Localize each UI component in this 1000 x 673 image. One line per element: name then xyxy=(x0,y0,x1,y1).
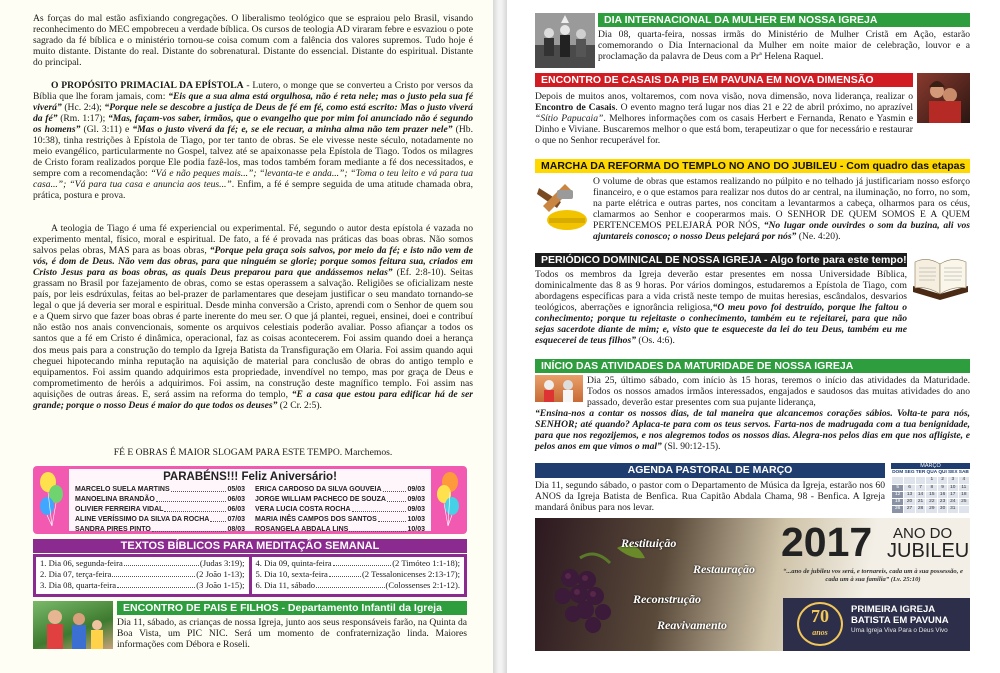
calendar-weekday: SEG xyxy=(904,470,915,475)
women-body: Dia 08, quarta-feira, nossas irmãs do Ministério de Mulher Cristã em Ação, estarão comemorando o Dia Internacional da Mulher em noite maior de celebração, louvor e a proclamação da palavra de Deus com a Prª Helena Raquel. xyxy=(598,29,970,63)
calendar-day: 16 xyxy=(938,491,948,498)
reading-row xyxy=(40,569,245,580)
calendar-weekday: DOM xyxy=(892,470,904,475)
birthday-name: ROSANGELA ABDALA LINS xyxy=(255,526,349,533)
dot-leader xyxy=(112,569,195,577)
couples-body: Depois de muitos anos, voltaremos, com nova visão, nova dimensão, nova liderança, realizar o Encontro de Casais. O evento magno terá lugar nos dias 21 e 22 de abril próximo, no aprazível “Sítio Papucaia”. Melhores informações com os casais Herbert e Fernanda, Renato e Yasmin e Dinho e Viviane. Buscaremos melhor o que está bom, terapeutizar o que for necessário e restaurar o que no Senhor recuperável for. xyxy=(535,91,914,147)
calendar-day: 23 xyxy=(938,499,948,506)
birthday-name: VERA LUCIA COSTA ROCHA xyxy=(255,506,351,513)
calendar-day: 14 xyxy=(915,491,926,498)
purpose-paragraph: O PROPÓSITO PRIMACIAL DA EPÍSTOLA - Lutero, o monge que se converteu a Cristo por versos da Bíblia que lhe foram jamais, com: “Eis que a sua alma está orgulhosa, não é reta nele; mas o justo pela sua fé viverá” (Hc. 2:4); “Porque nele se descobre a justiça de Deus de fé em fé, como está escrito: Mas o justo viverá da fé” (Rm. 1:17); “Mas, façam-vos saber, irmãos, que o evangelho que por mim foi anunciado não é segundo os homens” (Gl. 3:11) e “Mas o justo viverá da fé; e, se ele recuar, a minha alma não tem prazer nele” (Hb. 10:38), tinha restrições à Epístola de Tiago, por ter tanto de obras. Se ele vivesse neste século, notadamente no meio evangélico, particularmente no Gospel, talvez até se apaixonasse pela Epístola de Tiago. Todos os milagres de Cristo foram realizados porque Ele podia fazê-los, mas todos também foram mediante a fé dos necessitados, e sempre com a recomendação: “Vá e não peques mais...”; “levanta-te e anda...”; “Toma o teu leito e vá para tua casa...”; “Vá para tua casa e anuncia aos teus...”. Enfim, a fé é sempre seguida de uma atitude chamada obra, prática, postura e prova. xyxy=(33,80,474,202)
dot-leader xyxy=(156,495,227,502)
reading-day: 2. Dia 07, terça-feira xyxy=(40,569,112,579)
calendar-day: 4 xyxy=(958,477,969,484)
birthday-name: MARCELO SUELA MARTINS xyxy=(75,486,170,493)
texts-box xyxy=(33,554,467,597)
birthday-name: JORGE WILLIAM PACHECO DE SOUZA xyxy=(255,496,386,503)
calendar-day xyxy=(915,477,926,484)
dot-leader xyxy=(152,525,227,532)
calendar-weekday: QUI xyxy=(938,470,947,475)
birthday-row xyxy=(75,515,245,525)
women-photo xyxy=(535,13,595,68)
calendar-day: 10 xyxy=(947,484,958,491)
couples-photo xyxy=(917,73,970,123)
birthday-date: 09/03 xyxy=(407,486,425,493)
calendar-day xyxy=(892,477,904,484)
calendar-weekday: QUA xyxy=(926,470,938,475)
church-name: PRIMEIRA IGREJA BATISTA EM PAVUNA Uma Igreja Viva Para o Deus Vivo xyxy=(851,604,949,634)
calendar-day: 18 xyxy=(958,491,969,498)
birthday-date: 06/03 xyxy=(227,506,245,513)
parents-title: ENCONTRO DE PAIS E FILHOS - Departamento Infantil da Igreja xyxy=(117,601,467,615)
women-title: DIA INTERNACIONAL DA MULHER EM NOSSA IGREJA xyxy=(598,13,970,27)
reading-ref: (2 João 1-13); xyxy=(196,569,245,579)
reading-row xyxy=(40,580,245,591)
calendar-day: 26 xyxy=(892,506,904,513)
banner-year: 2017 xyxy=(781,519,873,565)
reading-ref: (2 Tessalonicenses 2:13-17); xyxy=(361,569,460,579)
calendar-day: 29 xyxy=(926,506,938,513)
birthday-column xyxy=(75,485,245,535)
calendar-day: 21 xyxy=(915,499,926,506)
calendar-day xyxy=(904,477,915,484)
birthday-date: 10/03 xyxy=(407,516,425,523)
reading-ref: (3 João 1-15); xyxy=(196,580,245,590)
right-page xyxy=(507,0,1000,673)
bible-icon xyxy=(911,254,970,300)
calendar-day: 1 xyxy=(926,477,938,484)
calendar-weekday: SEX xyxy=(947,470,958,475)
reform-body: O volume de obras que estamos realizando no púlpito e no telhado já justificariam nosso esforço financeiro, e o que estamos para realizar nos dutos do ar central, na iluminação, no forro, no som, na parte elétrica e outras partes, nos concitam a levantarmos a cabeça, olharmos para os céus, clamarmos ao Senhor e cooperarmos mais. O SENHOR DE QUEM SOMOS E A QUEM PERTENCEMOS PELEJARÁ POR NÓS, “No lugar onde ouvirdes o som da buzina, ali vos ajuntareis conosco; o nosso Deus pelejará por nós” (Ne. 4:20). xyxy=(593,176,970,243)
calendar-weekday: SAB xyxy=(958,470,969,475)
seventy-years-seal: 70 anos xyxy=(797,602,843,646)
birthday-row xyxy=(75,525,245,535)
couples-title: ENCONTRO DE CASAIS DA PIB EM PAVUNA EM NOVA DIMENSÃO xyxy=(535,73,913,87)
birthday-row xyxy=(75,495,245,505)
birthday-row xyxy=(255,505,425,515)
calendar-day: 2 xyxy=(938,477,948,484)
purpose-heading: O PROPÓSITO PRIMACIAL DA EPÍSTOLA xyxy=(51,80,244,91)
birthday-name: MARIA INÊS CAMPOS DOS SANTOS xyxy=(255,516,377,523)
reading-ref: (2 Timóteo 1:1-18); xyxy=(392,558,460,568)
birthday-name: ALINE VERÍSSIMO DA SILVA DA ROCHA xyxy=(75,516,210,523)
texts-column xyxy=(36,557,249,594)
reading-day: 1. Dia 06, segunda-feira xyxy=(40,558,123,568)
calendar-day xyxy=(958,506,969,513)
reading-row xyxy=(256,558,461,569)
banner-jubileu: JUBILEU xyxy=(887,540,970,562)
birthday-name: ERICA CARDOSO DA SILVA GOUVEIA xyxy=(255,486,382,493)
james-paragraph: A teologia de Tiago é uma fé experiencial ou experimental. Fé, segundo o autor desta epístola é vazada no experimento mental, físico, moral e espiritual. De fato, a fé é provada nas práticas das boas obras. Não somos salvos pelas obras, MAS para as boas obras, “Porque pela graça sois salvos, por meio da fé; e isto não vem de vós, é dom de Deus. Não vem das obras, para que ninguém se glorie; porque somos feitura sua, criados em Cristo Jesus para as boas obras, as quais Deus preparou para que andássemos nelas” (Ef. 2:8-10). Seitas grassam no Brasil por fazejamento de obras, como se estas operassem a salvação. Religiões se oficializam neste país, por leis esdrúxulas, feitas ao bel-prazer de parlamentares que desejam justificar o seu mandato tornando-se legal o que já deveria ser moral e espiritual. Desde minha conversão a Cristo, aprendi com o Senhor de quem sou e a Quem sirvo que fazer boas obras é parte inerente do meu ser. O que já plantei, reguei, ensinei, doei e contribuí não estão nos anais convencionais, somente os arquivos celestiais poderão avaliar. Posso afiançar a todos os santos que a fé em Cristo é dinâmica, operacional, faz as coisas acontecerem. Foi assim quando doei a herança dos meus pais para a construção do templo da Igreja Batista da Transfiguração em Olaria. Foi assim quando aqui cheguei hipotecando minha reputação na aquisição de material para conclusão de obras do antigo templo e equipamentos. Foi assim quando adquirimos esta propriedade, invendível no tempo, mas por graça de Deus e comprometimento de heróis a adquirimos. Foi assim, na construção deste magnífico templo. Foi assim nas aquisições de outras áreas. E, será assim na reforma do templo, “E a casa que estou para edificar há de ser grande; porque o nosso Deus é maior do que todos os deuses” (2 Cr. 2:5). xyxy=(33,223,473,411)
birthday-date: 06/03 xyxy=(227,496,245,503)
dot-leader xyxy=(210,515,226,522)
dot-leader xyxy=(329,569,361,577)
birthday-name: MANOELINA BRANDÃO xyxy=(75,496,155,503)
calendar-day: 9 xyxy=(938,484,948,491)
intro-paragraph: As forças do mal estão asfixiando congregações. O liberalismo teológico que se espraiou pelo Brasil, visando reconhecimento do MEC empobreceu a verdade bíblica. Os cursos de teologia AD viraram febre e esvaziou o pote sagrado da fé bíblica e o ministério tornou-se coisa comum com a falência dos valores supremos. Tudo hoje é muito distante. Distante do real. Distante do sobrenatural. Distante do essencial. Distante do espiritual. Distante do principal. xyxy=(33,13,473,69)
calendar-day: 24 xyxy=(947,499,958,506)
reading-ref: (Judas 3:19); xyxy=(199,558,245,568)
birthday-date: 09/03 xyxy=(407,496,425,503)
calendar-day: 27 xyxy=(904,506,915,513)
calendar-day: 8 xyxy=(926,484,938,491)
birthday-date: 07/03 xyxy=(227,516,245,523)
maturity-verse: “Ensina-nos a contar os nossos dias, de tal maneira que alcancemos corações sábios. Volta-te para nós, SENHOR; até quando? Aplaca-te para com os teus servos. Farta-nos de madrugada com a tua benignidade, para que nos regozijemos, e nos alegremos todos os nossos dias. Alegra-nos pelos dias em que nos afligiste, e pelos anos em que vimos o mal” (Sl. 90:12-15). xyxy=(535,408,970,453)
dot-leader xyxy=(378,515,407,522)
calendar-day: 5 xyxy=(892,484,904,491)
birthday-row xyxy=(255,515,425,525)
dot-leader xyxy=(333,558,392,566)
reading-row xyxy=(40,558,245,569)
tools-icon xyxy=(535,176,589,234)
reading-row xyxy=(256,580,461,591)
birthday-date: 10/03 xyxy=(407,526,425,533)
birthday-list xyxy=(75,485,425,535)
reading-day: 4. Dia 09, quinta-feira xyxy=(255,558,332,568)
agenda-body: Dia 11, segundo sábado, o pastor com o Departamento de Música da Igreja, estarão nos 60 ANOS da Igreja Batista de Benfica. Rua Capitão Abdala Chama, 98 - Benfica. A Igreja mandará ônibus para nos levar. xyxy=(535,480,885,514)
dot-leader xyxy=(124,558,199,566)
dot-leader xyxy=(316,580,384,588)
maturity-photo xyxy=(535,375,583,402)
maturity-title: INÍCIO DAS ATIVIDADES DA MATURIDADE DE NOSSA IGREJA xyxy=(535,359,970,373)
calendar-day: 28 xyxy=(915,506,926,513)
reading-day: 5. Dia 10, sexta-feira xyxy=(255,569,328,579)
dot-leader xyxy=(117,580,195,588)
texts-title: TEXTOS BÍBLICOS PARA MEDITAÇÃO SEMANAL xyxy=(33,539,467,553)
banner-word: Restituição xyxy=(621,536,677,550)
left-page xyxy=(0,0,493,673)
birthday-row xyxy=(255,525,425,535)
parents-body: Dia 11, sábado, as crianças de nossa Igreja, junto aos seus responsáveis farão, na Quinta da Boa Vista, um PIC NIC. Será um momento de confraternização linda. Maiores informações com Débora e Roseli. xyxy=(117,617,467,651)
banner-verse: “...ano de jubileu vos será, e tornareis, cada um à sua possessão, e cada um à sua família” (Lv. 25:10) xyxy=(783,568,963,583)
calendar-day: 6 xyxy=(904,484,915,491)
birthday-box xyxy=(33,466,467,534)
texts-column xyxy=(252,557,465,594)
parents-photo xyxy=(33,601,113,649)
dot-leader xyxy=(349,525,406,532)
jubilee-banner xyxy=(535,518,970,651)
birthday-name: OLIVIER FERREIRA VIDAL xyxy=(75,506,164,513)
calendar-day: 31 xyxy=(947,506,958,513)
page-gutter xyxy=(493,0,507,673)
banner-ano: ANO DO xyxy=(893,525,953,542)
birthday-row xyxy=(75,505,245,515)
dot-leader xyxy=(383,485,407,492)
calendar-day: 25 xyxy=(958,499,969,506)
calendar-day: 22 xyxy=(926,499,938,506)
calendar-weekday: TER xyxy=(915,470,926,475)
calendar-day: 15 xyxy=(926,491,938,498)
calendar-day: 3 xyxy=(947,477,958,484)
birthday-column xyxy=(255,485,425,535)
reform-title: MARCHA DA REFORMA DO TEMPLO NO ANO DO JUBILEU - Com quadro das etapas xyxy=(535,159,970,173)
reading-day: 3. Dia 08, quarta-feira xyxy=(40,580,117,590)
dot-leader xyxy=(387,495,407,502)
calendar-day: 19 xyxy=(892,499,904,506)
banner-word: Reavivamento xyxy=(657,618,727,632)
reading-row xyxy=(256,569,461,580)
balloons-icon xyxy=(435,470,461,528)
birthday-row xyxy=(255,485,425,495)
march-calendar xyxy=(891,463,970,514)
birthday-date: 05/03 xyxy=(227,486,245,493)
balloons-icon xyxy=(39,470,65,528)
reading-day: 6. Dia 11, sábado xyxy=(255,580,316,590)
calendar-day: 20 xyxy=(904,499,915,506)
reading-ref: (Colossenses 2:1-12). xyxy=(385,580,460,590)
calendar-day: 13 xyxy=(904,491,915,498)
birthday-date: 09/03 xyxy=(407,506,425,513)
maturity-body: Dia 25, último sábado, com início às 15 horas, teremos o início das atividades da Maturidade. Todos os nossos amados irmãos interessados, engajados e saudosos das muitas atividades do ano passado, deverão estar presentes com sua pujante liderança, xyxy=(587,375,970,409)
calendar-day: 11 xyxy=(958,484,969,491)
closing-line: FÉ E OBRAS É MAIOR SLOGAM PARA ESTE TEMPO. Marchemos. xyxy=(113,447,393,458)
periodic-body: Todos os membros da Igreja deverão estar presentes em nossa Universidade Bíblica, dominicalmente das 8 as 9 horas. Por vários domingos, estudaremos a Epístola de Tiago, com abordagens específicas para a vida cristã neste tempo de muitas heresias, escândalos, desvarios teológicos, aberrações e ignorância religiosa,“O meu povo foi destruído, porque lhe faltou o conhecimento; porque tu rejeitaste o conhecimento, também eu te rejeitarei, para que não sejas sacerdote diante de mim; e, visto que te esqueceste da lei do teu Deus, também eu me esquecerei de teus filhos” (Os. 4:6). xyxy=(535,269,907,347)
birthday-row xyxy=(255,495,425,505)
birthday-title: PARABÉNS!!! Feliz Aniversário! xyxy=(163,471,337,483)
birthday-row xyxy=(75,485,245,495)
calendar-day: 30 xyxy=(938,506,948,513)
calendar-day: 7 xyxy=(915,484,926,491)
dot-leader xyxy=(352,505,407,512)
calendar-day: 12 xyxy=(892,491,904,498)
calendar-month: MARÇO xyxy=(891,463,970,469)
birthday-panel xyxy=(69,469,431,531)
banner-word: Reconstrução xyxy=(633,592,702,606)
dot-leader xyxy=(171,485,227,492)
birthday-name: SANDRA PIRES PINTO xyxy=(75,526,151,533)
banner-word: Restauração xyxy=(693,562,756,576)
dot-leader xyxy=(164,505,226,512)
periodic-title: PERIÓDICO DOMINICAL DE NOSSA IGREJA - Algo forte para este tempo! xyxy=(535,253,907,267)
birthday-date: 08/03 xyxy=(227,526,245,533)
calendar-day: 17 xyxy=(947,491,958,498)
agenda-title: AGENDA PASTORAL DE MARÇO xyxy=(535,463,885,478)
